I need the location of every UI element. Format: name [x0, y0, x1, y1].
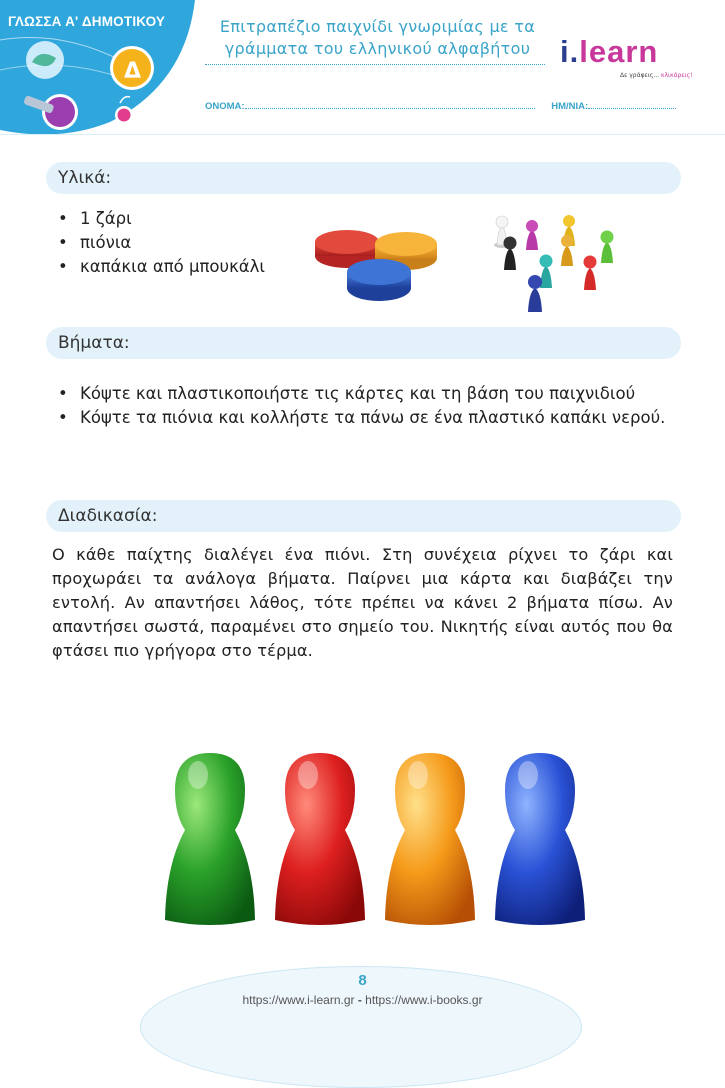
footer-separator: -: [354, 993, 366, 1007]
footer-link-ilearn[interactable]: https://www.i-learn.gr: [242, 993, 355, 1007]
list-item: • 1 ζάρι: [52, 207, 265, 231]
page-number: 8: [358, 972, 367, 989]
footer-link-ibooks[interactable]: https://www.i-books.gr: [365, 993, 483, 1007]
page-title-line-1: Επιτραπέζιο παιχνίδι γνωριμίας με τα: [219, 17, 536, 36]
subject-label: ΓΛΩΣΣΑ Α' ΔΗΜΟΤΙΚΟΥ: [8, 14, 166, 29]
footer-links: [0, 993, 725, 1007]
logo-wordmark: i.learn: [560, 34, 659, 69]
bottle-caps-image: [312, 224, 442, 310]
title-underline: [205, 64, 545, 65]
section-procedure: [46, 500, 681, 532]
header-divider: [0, 134, 725, 135]
name-date-row: [205, 100, 685, 112]
name-label: ΟΝΟΜΑ:: [205, 101, 245, 112]
list-item: • πιόνια: [52, 231, 265, 255]
section-steps-heading: Βήματα:: [58, 333, 130, 353]
list-item: • Κόψτε τα πιόνια και κολλήστε τα πάνω σε ένα πλαστικό καπάκι νερού.: [52, 406, 672, 430]
ilearn-logo: [560, 34, 693, 84]
section-materials-heading: Υλικά:: [58, 168, 112, 188]
list-item: • καπάκια από μπουκάλι: [52, 255, 265, 279]
date-label: ΗΜ/ΝΙΑ:: [551, 101, 589, 112]
section-procedure-heading: Διαδικασία:: [58, 506, 158, 526]
date-field[interactable]: [588, 100, 676, 109]
page-title: [205, 16, 550, 60]
materials-list: [52, 207, 265, 279]
section-steps: [46, 327, 681, 359]
pawns-cluster-image: [488, 208, 628, 320]
list-item: • Κόψτε και πλαστικοποιήστε τις κάρτες και τη βάση του παιχνιδιού: [52, 382, 672, 406]
page-title-line-2: γράμματα του ελληνικού αλφαβήτου: [224, 39, 531, 58]
logo-tagline: Δε γράφεις... κλικάρεις!: [620, 72, 693, 79]
section-materials: [46, 162, 681, 194]
procedure-text: Ο κάθε παίχτης διαλέγει ένα πιόνι. Στη συνέχεια ρίχνει το ζάρι και προχωράει τα ανάλογα βήματα. Παίρνει μια κάρτα και διαβάζει την εντολή. Αν απαντήσει λάθος, τότε πρέπει να κάνει 2 βήματα πίσω. Αν απαντήσει σωστά, παραμένει στο σημείο του. Νικητής είναι αυτός που θα φτάσει πιο γρήγορα στο τέρμα.: [52, 545, 673, 660]
steps-list: [52, 382, 672, 430]
four-pawns-image: [160, 745, 590, 930]
svg-text:Δ: Δ: [124, 59, 142, 84]
name-field[interactable]: [245, 100, 535, 109]
